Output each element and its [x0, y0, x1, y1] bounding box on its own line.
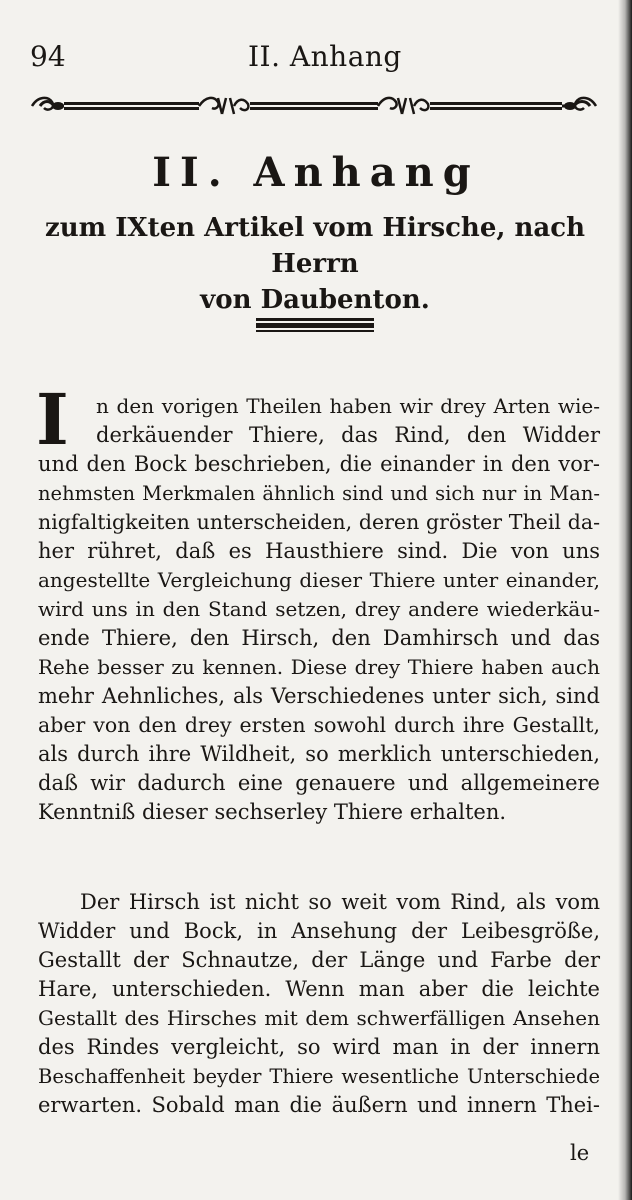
- text-line: Rehe besser zu kennen. Diese drey Thiere haben auch: [38, 655, 600, 679]
- paragraph-2: [38, 888, 600, 1120]
- text-line: nigfaltigkeiten unterscheiden, deren gröster Theil da-: [38, 510, 600, 534]
- text-line: Der Hirsch ist nicht so weit vom Rind, als vom: [80, 890, 600, 914]
- text-line: angestellte Vergleichung dieser Thiere unter einander,: [38, 568, 600, 592]
- text-line: als durch ihre Wildheit, so merklich unterschieden,: [38, 742, 600, 766]
- text-line: mehr Aehnliches, als Verschiedenes unter sich, sind: [38, 684, 600, 708]
- text-line: n den vorigen Theilen haben wir drey Arten wie-: [96, 394, 600, 418]
- ornamental-divider: [30, 92, 598, 120]
- text-line: Gestallt der Schnautze, der Länge und Farbe der: [38, 948, 600, 972]
- paragraph-1: [38, 392, 600, 827]
- running-head: [30, 40, 600, 74]
- text-line: Widder und Bock, in Ansehung der Leibesgröße,: [38, 919, 600, 943]
- text-line: Beschaffenheit beyder Thiere wesentliche Unterschiede: [38, 1065, 600, 1088]
- chapter-subtitle: [30, 210, 600, 318]
- subtitle-line: von Daubenton.: [200, 285, 430, 315]
- text-line: erwarten. Sobald man die äußern und innern Thei-: [38, 1093, 600, 1117]
- text-line: Gestallt des Hirsches mit dem schwerfälligen Ansehen: [38, 1006, 600, 1030]
- text-line: aber von den drey ersten sowohl durch ihre Gestallt,: [38, 713, 600, 737]
- text-line: her rühret, daß es Hausthiere sind. Die von uns: [38, 539, 600, 563]
- text-line: Hare, unterschieden. Wenn man aber die leichte: [38, 977, 600, 1001]
- text-line: wird uns in den Stand setzen, drey andere wiederkäu-: [38, 597, 600, 621]
- text-line: nehmsten Merkmalen ähnlich sind und sich nur in Man-: [38, 482, 600, 505]
- chapter-title: II. Anhang: [152, 149, 480, 196]
- text-line: ende Thiere, den Hirsch, den Damhirsch und das: [38, 626, 600, 650]
- subtitle-line: zum IXten Artikel vom Hirsche, nach Herrn: [45, 213, 585, 279]
- page-edge-shadow: [618, 0, 632, 1200]
- text-line: des Rindes vergleicht, so wird man in der innern: [38, 1035, 600, 1059]
- text-line: daß wir dadurch eine genauere und allgemeinere: [38, 771, 600, 795]
- page-number: 94: [30, 40, 66, 73]
- running-title: II. Anhang: [248, 40, 402, 73]
- title-rule: [256, 318, 374, 332]
- catchword: le: [570, 1141, 590, 1165]
- drop-cap: I: [36, 378, 69, 461]
- text-line: und den Bock beschrieben, die einander in den vor-: [38, 452, 600, 476]
- text-line: Kenntniß dieser sechserley Thiere erhalten.: [38, 800, 507, 824]
- text-line: derkäuender Thiere, das Rind, den Widder: [96, 423, 600, 447]
